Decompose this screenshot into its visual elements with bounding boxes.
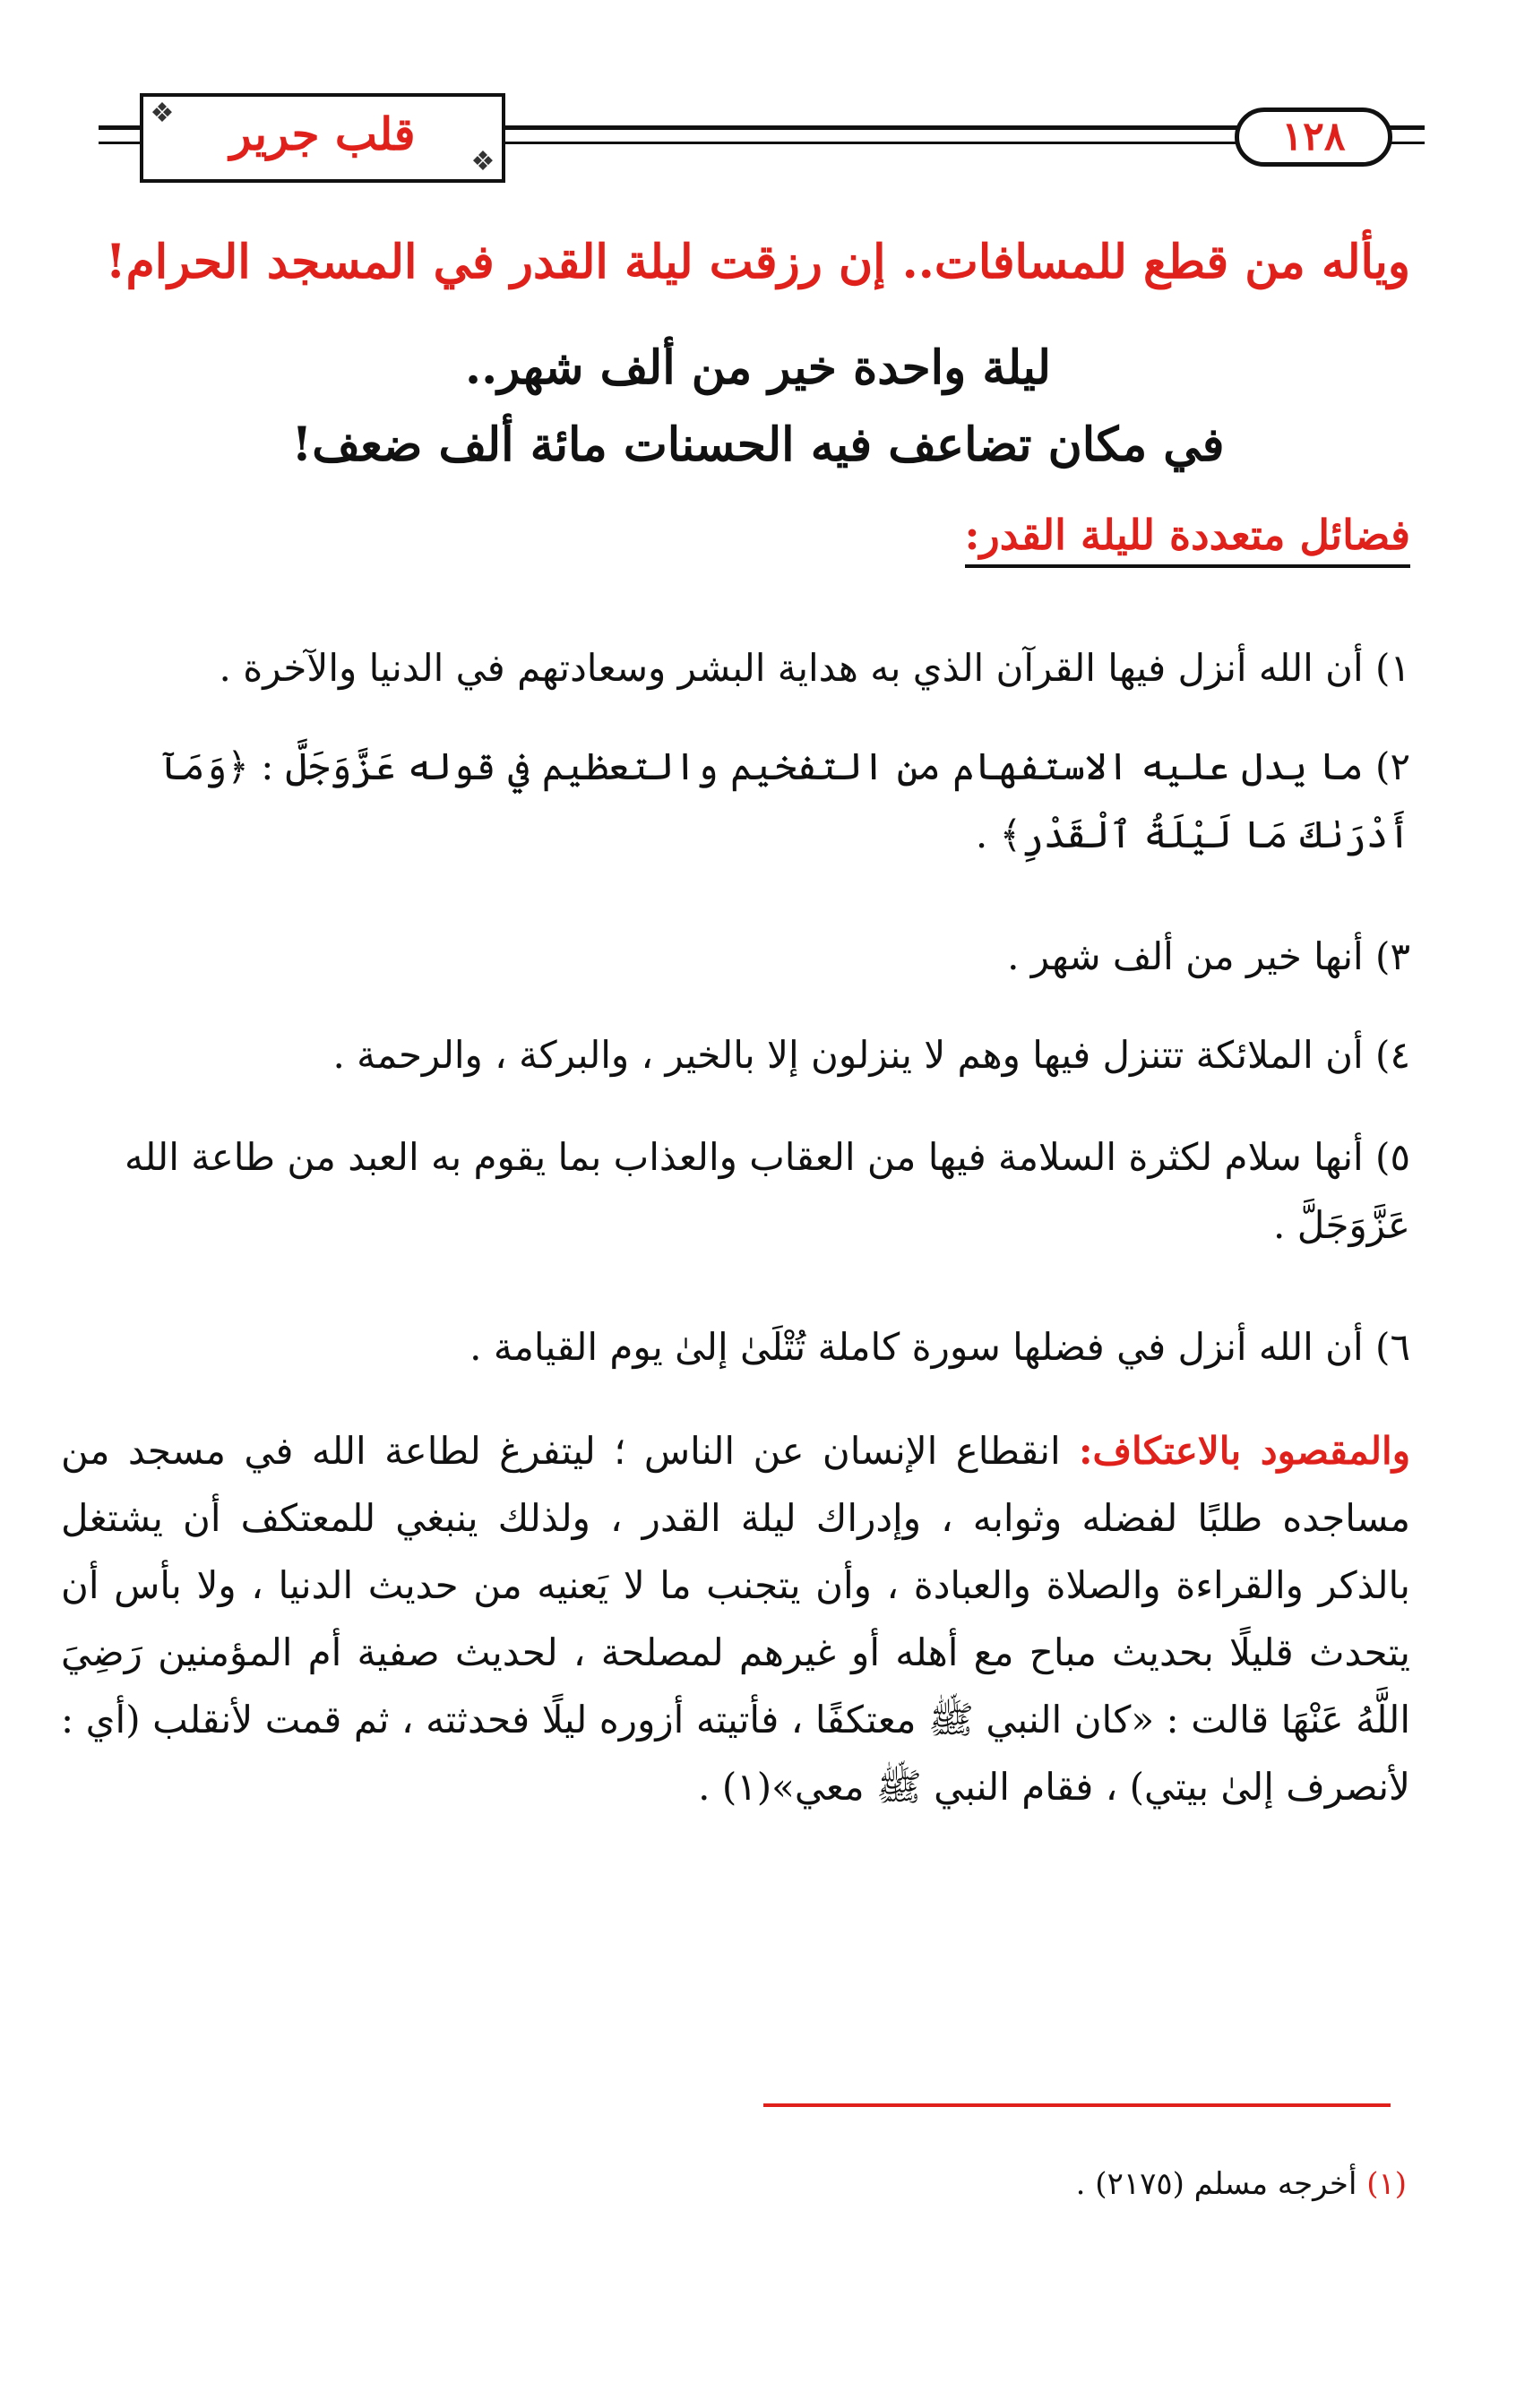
section-heading: فضائل متعددة لليلة القدر: — [965, 511, 1410, 568]
intro-line-1: ليلة واحدة خير من ألف شهر.. — [465, 340, 1051, 395]
itikaf-paragraph — [61, 1417, 1410, 1820]
book-title-frame — [140, 93, 505, 183]
intro-line-2: في مكان تضاعف فيه الحسنات مائة ألف ضعف! — [291, 417, 1225, 472]
itikaf-text: انقطاع الإنسان عن الناس ؛ ليتفرغ لطاعة الله في مسجد من مساجده طلبًا لفضله وثوابه ، وإدراك ليلة القدر ، ولذلك ينبغي للمعتكف أن يشتغل بالذكر والقراءة والصلاة والعبادة ، وأن يتجنب ما لا يَعنيه من حديث الدنيا ، ولا بأس أن يتحدث قليلًا بحديث مباح مع أهله أو غيرهم لمصلحة ، لحديث صفية أم المؤمنين رَضِيَ اللَّهُ عَنْهَا قالت : «كان النبي ﷺ معتكفًا ، فأتيته أزوره ليلًا فحدثته ، ثم قمت لأنقلب (أي : لأنصرف إلىٰ بيتي) ، فقام النبي ﷺ معي»(١) . — [61, 1429, 1410, 1809]
ornament-icon: ❖ — [470, 146, 495, 177]
footnote — [1076, 2166, 1407, 2202]
itikaf-lead: والمقصود بالاعتكاف: — [1079, 1429, 1410, 1473]
list-item: ٢) ما يدل عليه الاستفهام من التفخيم والتعظيم في قوله عَزَّوَجَلَّ : ﴿وَمَآ أَدْرَىٰكَ مَا لَيْلَةُ ٱلْقَدْرِ﴾ . — [160, 744, 1410, 856]
footnote-number: (١) — [1366, 2166, 1407, 2202]
list-item: ٦) أن الله أنزل في فضلها سورة كاملة تُتْلَىٰ إلىٰ يوم القيامة . — [469, 1325, 1410, 1369]
list-item: ١) أن الله أنزل فيها القرآن الذي به هداية البشر وسعادتهم في الدنيا والآخرة . — [219, 646, 1410, 690]
list-item: ٣) أنها خير من ألف شهر . — [1007, 934, 1410, 978]
page-number: ١٢٨ — [1235, 108, 1392, 167]
intro-red-line: ويأله من قطع للمسافات.. إن رزقت ليلة القدر في المسجد الحرام! — [105, 235, 1410, 289]
ornament-icon: ❖ — [150, 98, 175, 129]
list-item: ٥) أنها سلام لكثرة السلامة فيها من العقاب والعذاب بما يقوم به العبد من طاعة الله عَزَّوَجَلَّ . — [124, 1135, 1410, 1247]
footnote-text: أخرجه مسلم (٢١٧٥) . — [1075, 2166, 1357, 2202]
footnote-divider — [763, 2103, 1391, 2107]
list-item: ٤) أن الملائكة تتنزل فيها وهم لا ينزلون إلا بالخير ، والبركة ، والرحمة . — [332, 1033, 1410, 1077]
book-title: قلب جرير — [229, 108, 416, 160]
